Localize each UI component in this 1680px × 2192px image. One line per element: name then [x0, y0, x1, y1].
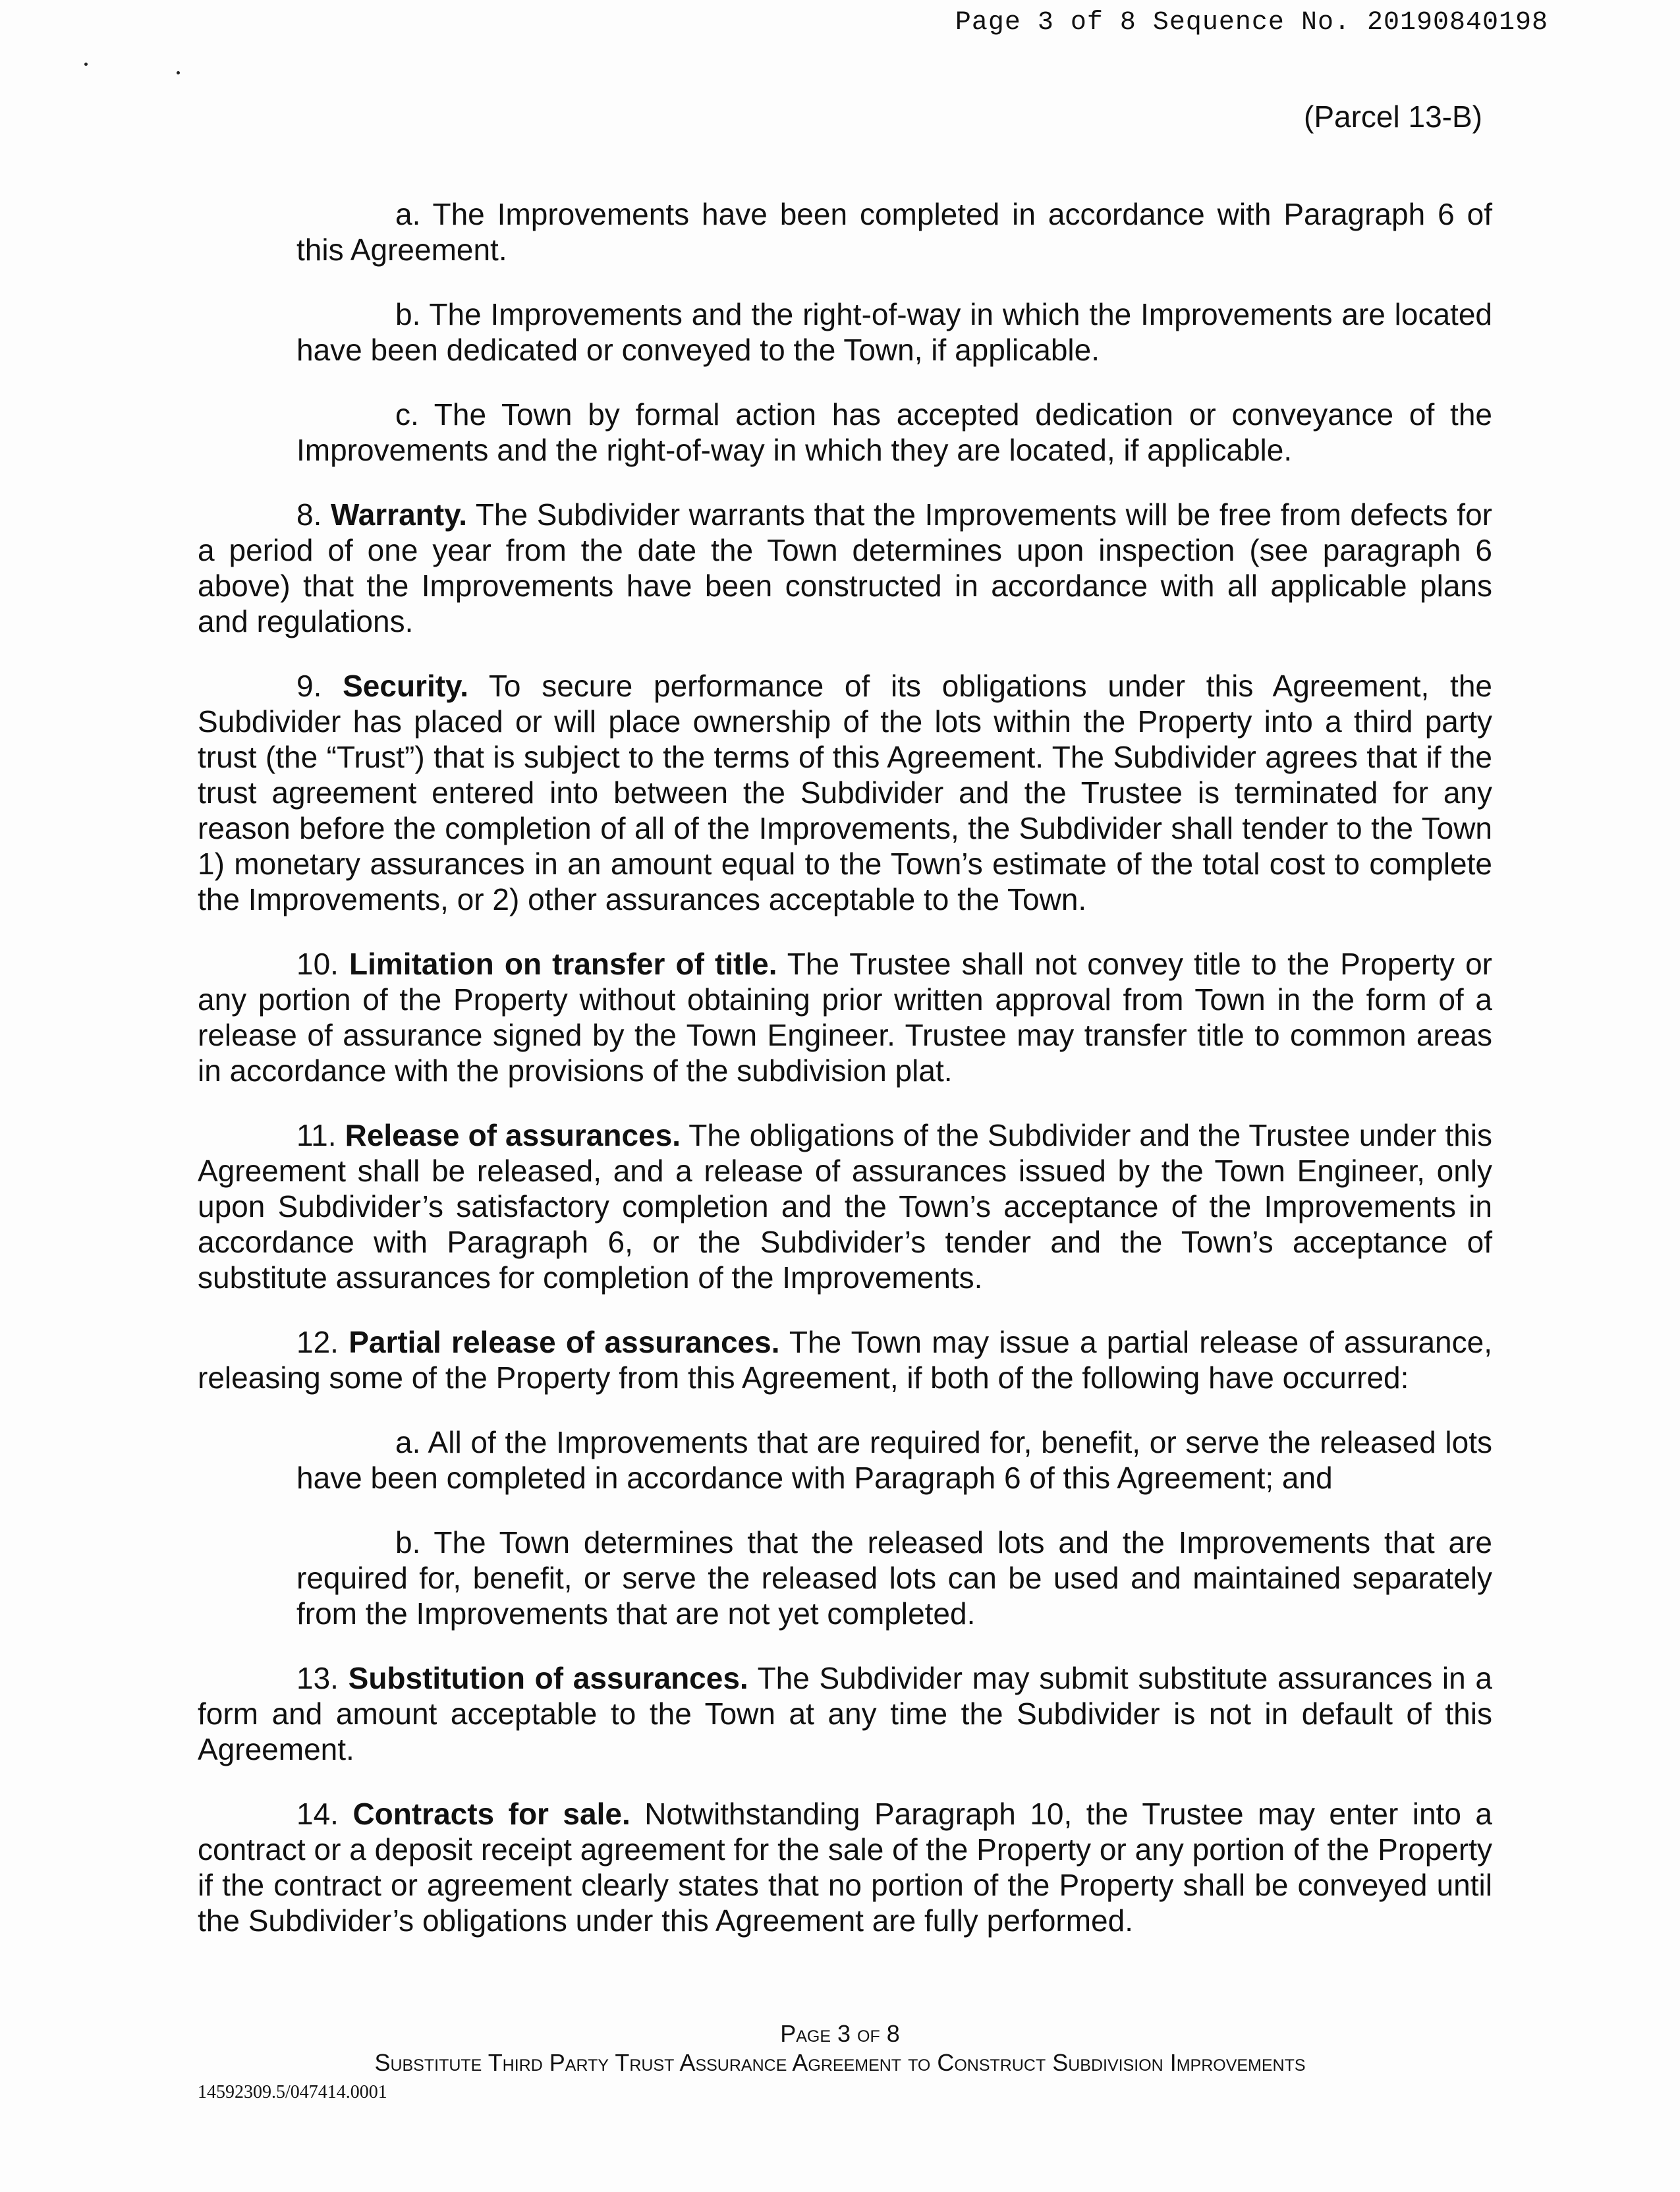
paragraph-number: 8. [296, 497, 331, 532]
scan-speck [84, 63, 88, 66]
paragraph-12-partial-release [198, 1324, 1492, 1395]
paragraph-number: 13. [296, 1661, 349, 1695]
paragraph-heading: Contracts for sale. [352, 1797, 630, 1831]
paragraph-12a: a. All of the Improvements that are required for, benefit, or serve the released lots have been completed in accordance with Paragraph 6 of this Agreement; and [296, 1425, 1492, 1495]
paragraph-10-limitation [198, 946, 1492, 1088]
paragraph-heading: Release of assurances. [345, 1118, 681, 1152]
paragraph-text: The Trustee shall not convey title to the Property or any portion of the Property without obtaining prior written approval from Town in the form of a release of assurance signed by the Town Engineer. Trustee may transfer title to common areas in accordance with the provisions of the subdivision plat. [198, 947, 1492, 1088]
agreement-body [198, 196, 1492, 1967]
paragraph-8-warranty [198, 497, 1492, 639]
paragraph-number: 12. [296, 1325, 349, 1359]
paragraph-text: The Subdivider warrants that the Improvements will be free from defects for a period of one year from the date the Town determines upon inspection (see paragraph 6 above) that the Improvements have been constructed in accordance with all applicable plans and regulations. [198, 497, 1492, 638]
parcel-label: (Parcel 13-B) [1304, 99, 1482, 134]
paragraph-12b: b. The Town determines that the released lots and the Improvements that are required for, benefit, or serve the released lots can be used and maintained separately from the Improvements that are not yet completed. [296, 1525, 1492, 1631]
paragraph-7a: a. The Improvements have been completed in accordance with Paragraph 6 of this Agreement. [296, 197, 1492, 267]
paragraph-13-substitution [198, 1660, 1492, 1767]
paragraph-heading: Substitution of assurances. [348, 1661, 748, 1695]
paragraph-text: To secure performance of its obligations under this Agreement, the Subdivider has placed or will place ownership of the lots within the Property into a third party trust (the “Trust”) that is subject to the terms of this Agreement. The Subdivider agrees that if the trust agreement entered into between the Subdivider and the Trustee is terminated for any reason before the completion of all of the Improvements, the Subdivider shall tender to the Town 1) monetary assurances in an amount equal to the Town’s estimate of the total cost to complete the Improvements, or 2) other assurances acceptable to the Town. [198, 669, 1492, 916]
paragraph-number: 10. [296, 947, 350, 981]
paragraph-7b: b. The Improvements and the right-of-way in which the Improvements are located have been dedicated or conveyed to the Town, if applicable. [296, 297, 1492, 367]
paragraph-heading: Warranty. [330, 497, 468, 532]
paragraph-number: 14. [296, 1797, 353, 1831]
paragraph-number: 9. [296, 669, 343, 703]
document-id: 14592309.5/047414.0001 [198, 2082, 387, 2102]
paragraph-heading: Limitation on transfer of title. [349, 947, 777, 981]
footer-document-title: Substitute Third Party Trust Assurance Agreement to Construct Subdivision Improvements [374, 2049, 1306, 2076]
paragraph-text: The Subdivider may submit substitute assurances in a form and amount acceptable to the Town at any time the Subdivider is not in default of this Agreement. [198, 1661, 1492, 1766]
paragraph-number: 11. [296, 1118, 345, 1152]
paragraph-11-release [198, 1117, 1492, 1295]
paragraph-9-security [198, 668, 1492, 917]
paragraph-heading: Security. [343, 669, 468, 703]
scan-speck [177, 71, 180, 74]
paragraph-text: The obligations of the Subdivider and the Trustee under this Agreement shall be released, and a release of assurances issued by the Town Engineer, only upon Subdivider’s satisfactory completion and the Town’s acceptance of the Improvements in accordance with Paragraph 6, or the Subdivider’s tender and the Town’s acceptance of substitute assurances for completion of the Improvements. [198, 1118, 1492, 1295]
footer-page-number: Page 3 of 8 [780, 2020, 900, 2047]
paragraph-7c: c. The Town by formal action has accepted dedication or conveyance of the Improvements and the right-of-way in which they are located, if applicable. [296, 397, 1492, 467]
recording-stamp: Page 3 of 8 Sequence No. 20190840198 [955, 8, 1548, 38]
paragraph-text: Notwithstanding Paragraph 10, the Trustee may enter into a contract or a deposit receipt agreement for the sale of the Property or any portion of the Property if the contract or agreement clearly states that no portion of the Property shall be conveyed until the Subdivider’s obligations under this Agreement are fully performed. [198, 1797, 1492, 1938]
paragraph-14-contracts [198, 1796, 1492, 1938]
page-footer [0, 2019, 1680, 2077]
paragraph-heading: Partial release of assurances. [349, 1325, 780, 1359]
paragraph-text: The Town may issue a partial release of assurance, releasing some of the Property from this Agreement, if both of the following have occurred: [198, 1325, 1492, 1395]
